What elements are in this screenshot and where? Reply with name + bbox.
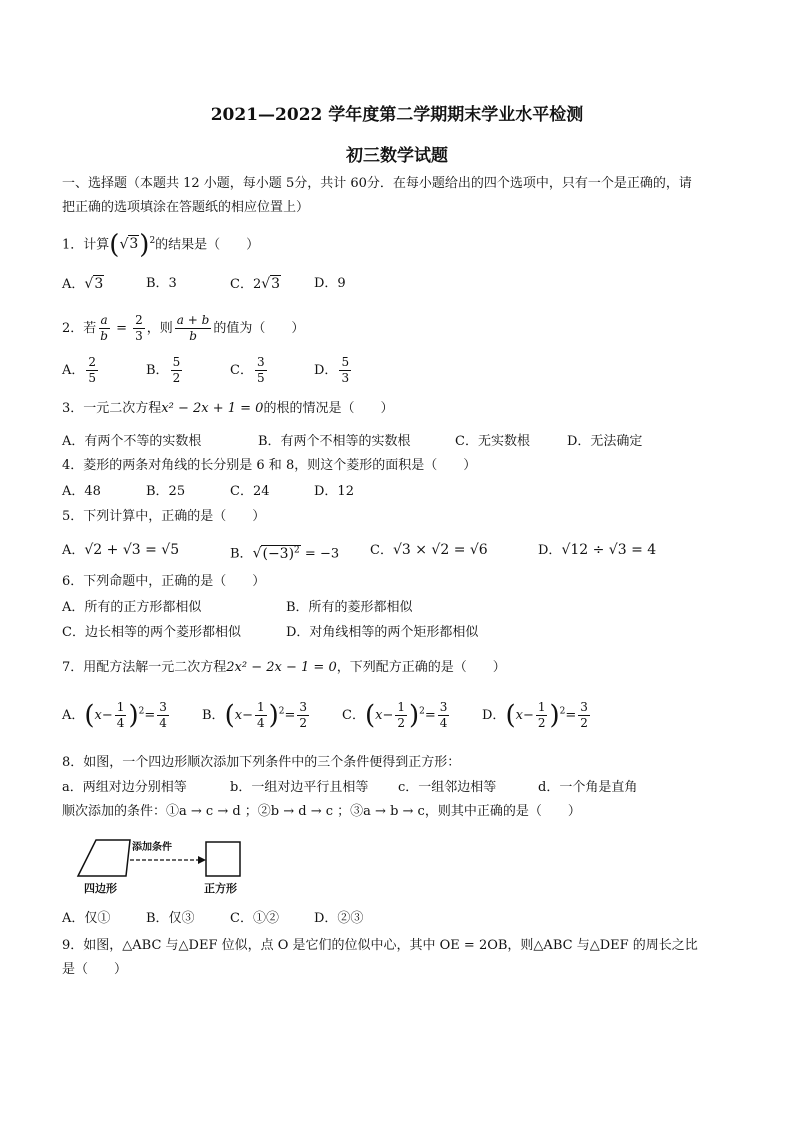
q7-option-b[interactable]: B．(x− $\frac{1}{4}$ )$^2$= $\frac{3}{2}$ — [202, 700, 308, 731]
q8-option-c[interactable]: C．①② — [230, 911, 279, 926]
section-heading: 一、选择题（本题共 12 小题，每小题 5分，共计 60分．在每小题给出的四个选项中，只有一个是正确的，请 — [62, 176, 692, 191]
q6-option-c[interactable]: C．边长相等的两个菱形都相似 — [62, 625, 241, 640]
q6-option-d[interactable]: D．对角线相等的两个矩形都相似 — [286, 625, 479, 640]
q4-option-a[interactable]: A．48 — [62, 484, 101, 499]
q9-stem-cont: 是（ ） — [62, 962, 128, 977]
exam-title: 2021—2022 学年度第二学期期末学业水平检测 — [210, 105, 584, 125]
section-heading-cont: 把正确的选项填涂在答题纸的相应位置上） — [62, 200, 310, 215]
q3-stem: 3．一元二次方程x² − 2x + 1 = 0的根的情况是（ ） — [62, 401, 394, 416]
exam-subtitle: 初三数学试题 — [346, 146, 448, 166]
q7-option-a[interactable]: A．(x− $\frac{1}{4}$ )$^2$= $\frac{3}{4}$ — [62, 700, 167, 731]
q1-option-a[interactable]: A．√3 — [62, 276, 104, 292]
q8-option-d[interactable]: D．②③ — [314, 911, 364, 926]
quadrilateral-shape — [78, 840, 130, 876]
q1-option-d[interactable]: D．9 — [314, 276, 346, 291]
q2-expression: $\frac{a + b}{b}$ — [176, 313, 210, 343]
q3-option-a[interactable]: A．有两个不等的实数根 — [62, 434, 202, 449]
q5-option-b[interactable]: B．$√(-3)^2 = -3$ — [230, 545, 340, 562]
q6-option-b[interactable]: B．所有的菱形都相似 — [286, 600, 413, 615]
q7-equation: 2x² − 2x − 1 = 0 — [226, 660, 337, 675]
q2-option-c[interactable]: C． $\frac{3}{5}$ — [230, 355, 265, 385]
arrow-head — [198, 856, 206, 864]
fig-arrow-label: 添加条件 — [132, 842, 172, 853]
q4-stem: 4．菱形的两条对角线的长分别是 6 和 8，则这个菱形的面积是（ ） — [62, 458, 477, 473]
q7-option-c[interactable]: C．(x− $\frac{1}{2}$ )$^2$= $\frac{3}{4}$ — [342, 700, 448, 731]
q8-figure — [72, 836, 252, 898]
q6-option-a[interactable]: A．所有的正方形都相似 — [62, 600, 202, 615]
fig-right-label: 正方形 — [204, 882, 237, 895]
q3-option-b[interactable]: B．有两个不相等的实数根 — [258, 434, 411, 449]
q2-option-d[interactable]: D． $\frac{5}{3}$ — [314, 355, 350, 385]
q8-cond-d: d．一个角是直角 — [538, 780, 638, 795]
fig-left-label: 四边形 — [84, 882, 117, 895]
q2-stem: 2．若 $\frac{a}{b}$ = $\frac{2}{3}$ ，则 $\frac{a + b}{b}$ 的值为（ ） — [62, 313, 305, 343]
q1-pre: 1．计算 — [62, 237, 110, 253]
q6-stem: 6．下列命题中，正确的是（ ） — [62, 574, 266, 589]
q9-stem: 9．如图，△ABC 与△DEF 位似，点 O 是它们的位似中心，其中 OE = 2OB，则△ABC 与△DEF 的周长之比 — [62, 938, 698, 953]
q2-ratio-value: $\frac{2}{3}$ — [135, 313, 143, 343]
q7-stem: 7．用配方法解一元二次方程2x² − 2x − 1 = 0，下列配方正确的是（ ） — [62, 660, 506, 675]
q4-option-c[interactable]: C．24 — [230, 484, 270, 499]
q7-option-d[interactable]: D．(x− $\frac{1}{2}$ )$^2$= $\frac{3}{2}$ — [482, 700, 588, 731]
q1-paren-close: ) — [139, 229, 150, 260]
q8-option-a[interactable]: A．仅① — [62, 911, 111, 926]
q4-option-d[interactable]: D．12 — [314, 484, 354, 499]
q8-cond-a: a．两组对边分别相等 — [62, 780, 187, 795]
q1-option-c[interactable]: C．2√3 — [230, 276, 281, 292]
q1-post: 的结果是（ ） — [155, 237, 260, 253]
q4-option-b[interactable]: B．25 — [146, 484, 186, 499]
q2-ratio-ab: $\frac{a}{b}$ — [100, 313, 108, 343]
q5-stem: 5．下列计算中，正确的是（ ） — [62, 509, 266, 524]
q1-radical: √3 — [119, 236, 139, 253]
q8-cond-c: c．一组邻边相等 — [398, 780, 497, 795]
q8-sequence: 顺次添加的条件：①a → c → d ；②b → d → c ；③a → b → c，则其中正确的是（ ） — [62, 804, 581, 819]
q3-option-d[interactable]: D．无法确定 — [567, 434, 643, 449]
q1-exponent: 2 — [149, 236, 156, 246]
q8-option-b[interactable]: B．仅③ — [146, 911, 195, 926]
q1-paren-open: ( — [109, 229, 120, 260]
q5-option-c[interactable]: C．√3 × √2 = √6 — [370, 542, 488, 558]
square-shape — [206, 842, 240, 876]
q8-cond-b: b．一组对边平行且相等 — [230, 780, 369, 795]
q8-stem: 8．如图，一个四边形顺次添加下列条件中的三个条件便得到正方形： — [62, 755, 461, 770]
q1-option-b[interactable]: B．3 — [146, 276, 177, 291]
q5-option-d[interactable]: D．√12 ÷ √3 = 4 — [538, 542, 657, 558]
q5-option-a[interactable]: A．√2 + √3 = √5 — [62, 542, 180, 558]
q3-equation: x² − 2x + 1 = 0 — [161, 401, 264, 416]
q1-stem — [62, 229, 260, 260]
q2-option-a[interactable]: A． $\frac{2}{5}$ — [62, 355, 97, 385]
q2-option-b[interactable]: B． $\frac{5}{2}$ — [146, 355, 181, 385]
q3-option-c[interactable]: C．无实数根 — [455, 434, 530, 449]
